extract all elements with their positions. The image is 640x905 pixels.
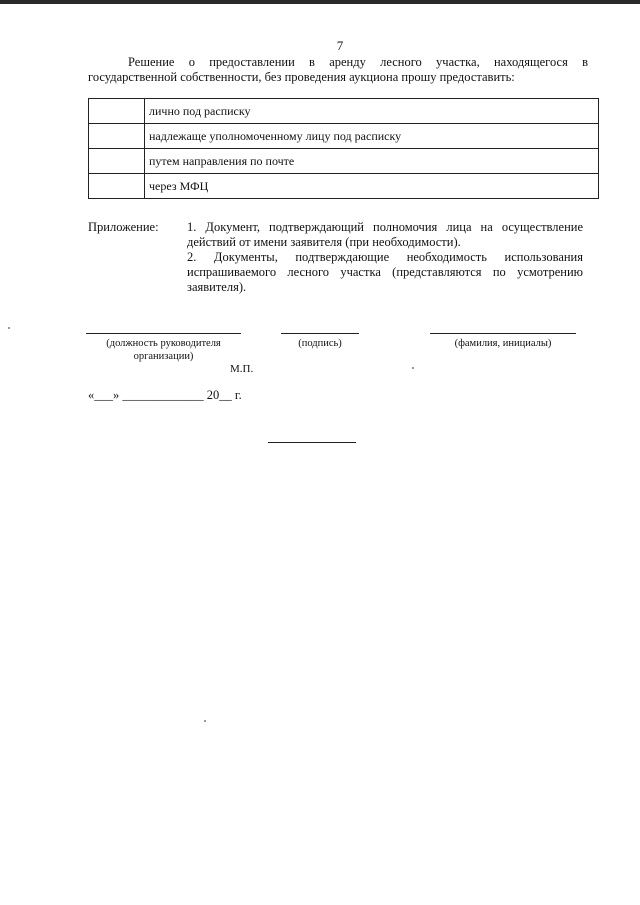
signature-caption: (подпись): [298, 338, 342, 349]
option-checkbox-cell[interactable]: [89, 99, 145, 124]
attachment-item: 2. Документы, подтверждающие необходимость использования испрашиваемого лесного участка (представляются по усмотрению заявителя).: [187, 250, 583, 294]
position-caption: (должность руководителя организации): [106, 338, 221, 362]
date-line: «___» _____________ 20__ г.: [88, 388, 242, 402]
option-checkbox-cell[interactable]: [89, 124, 145, 149]
option-row: [89, 124, 599, 149]
option-label: надлежаще уполномоченному лицу под расписку: [145, 124, 599, 149]
option-label: лично под расписку: [145, 99, 599, 124]
intro-paragraph: Решение о предоставлении в аренду лесного участка, находящегося в государственной собственности, без проведения аукциона прошу предоставить:: [88, 55, 588, 84]
attachments-list: [187, 220, 583, 295]
option-label: через МФЦ: [145, 174, 599, 199]
signature-field-line[interactable]: [281, 333, 359, 334]
attachments-label: Приложение:: [88, 220, 159, 234]
option-row: [89, 174, 599, 199]
scan-speck: [412, 367, 414, 369]
stamp-placeholder: М.П.: [230, 363, 254, 375]
option-row: [89, 99, 599, 124]
top-border-line: [0, 0, 640, 4]
closing-separator-line: [268, 442, 356, 443]
position-field-line[interactable]: [86, 333, 241, 334]
option-row: [89, 149, 599, 174]
delivery-options-table: [88, 98, 599, 199]
page-number: 7: [336, 38, 344, 53]
option-checkbox-cell[interactable]: [89, 174, 145, 199]
option-label: путем направления по почте: [145, 149, 599, 174]
scan-speck: [8, 327, 10, 329]
scan-speck: [204, 720, 206, 722]
name-caption: (фамилия, инициалы): [454, 338, 552, 349]
attachment-item: 1. Документ, подтверждающий полномочия лица на осуществление действий от имени заявителя (при необходимости).: [187, 220, 583, 249]
option-checkbox-cell[interactable]: [89, 149, 145, 174]
name-field-line[interactable]: [430, 333, 576, 334]
